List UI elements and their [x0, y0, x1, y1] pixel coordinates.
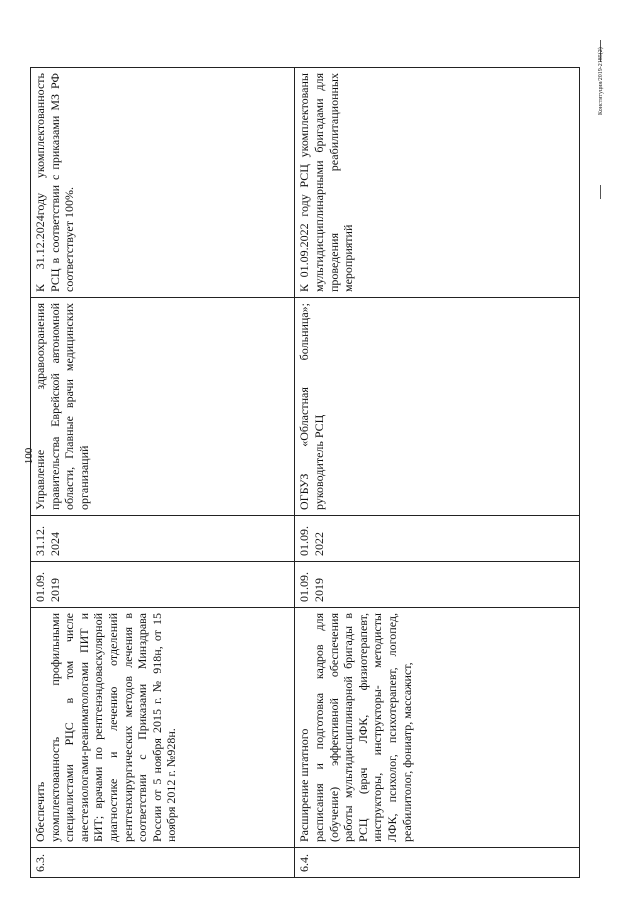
measures-table	[30, 68, 580, 878]
action-text: укомплектованность профильными специалистами РЦС в том числе анестезиологами-реаниматологами ПИТ и БИТ; врачами по рентгенэндоваскулярной диагностике и лечению отделений рентгенхирургических методов лечения в соответствии с Приказами Минздрава России от 5 ноября 2015 г. № 918н, от 15 ноября 2012 г. №928н.	[47, 613, 179, 842]
page-number: 100	[23, 447, 35, 465]
action-text: расписания и подготовка кадров для (обучение) эффективной обеспечения работы мультидисциплинарной бригады в РСЦ (врач ЛФК, физиотерапевт, инструкторы, инструкторы- методисты ЛФК, психолог, психотерапевт, логопед, реабилитолог, фониатр, массажист,	[312, 613, 414, 842]
action-cell	[295, 608, 580, 848]
responsible-cell: Управление здравоохранения правительства Еврейской автономной области, Главные врачи медицинских организаций	[31, 298, 295, 516]
end-date: 01.09. 2022	[295, 516, 580, 562]
action-head: Обеспечить	[33, 781, 47, 842]
action-cell	[31, 608, 295, 848]
row-number: 6.3.	[31, 848, 295, 878]
start-date: 01.09. 2019	[31, 562, 295, 608]
action-head: Расширение штатного	[297, 728, 312, 842]
responsible-cell: ОГБУЗ «Областная больница»; руководитель РСЦ	[295, 298, 580, 516]
end-date: 31.12. 2024	[31, 516, 295, 562]
result-cell: К 01.09.2022 году РСЦ укомплектованы мультидисциплинарными бригадами для проведения реабилитационных мероприятий	[295, 68, 580, 298]
row-number: 6.4.	[295, 848, 580, 878]
result-cell: К 31.12.2024году укомплектованность РСЦ в соответствии с приказами МЗ РФ соответствует 100%.	[31, 68, 295, 298]
footer-note: Конституция/2019-2185(2)	[598, 47, 604, 115]
start-date: 01.09. 2019	[295, 562, 580, 608]
margin-mark	[600, 185, 601, 199]
table-row	[295, 68, 580, 878]
table	[30, 67, 580, 878]
table-row	[31, 68, 295, 878]
